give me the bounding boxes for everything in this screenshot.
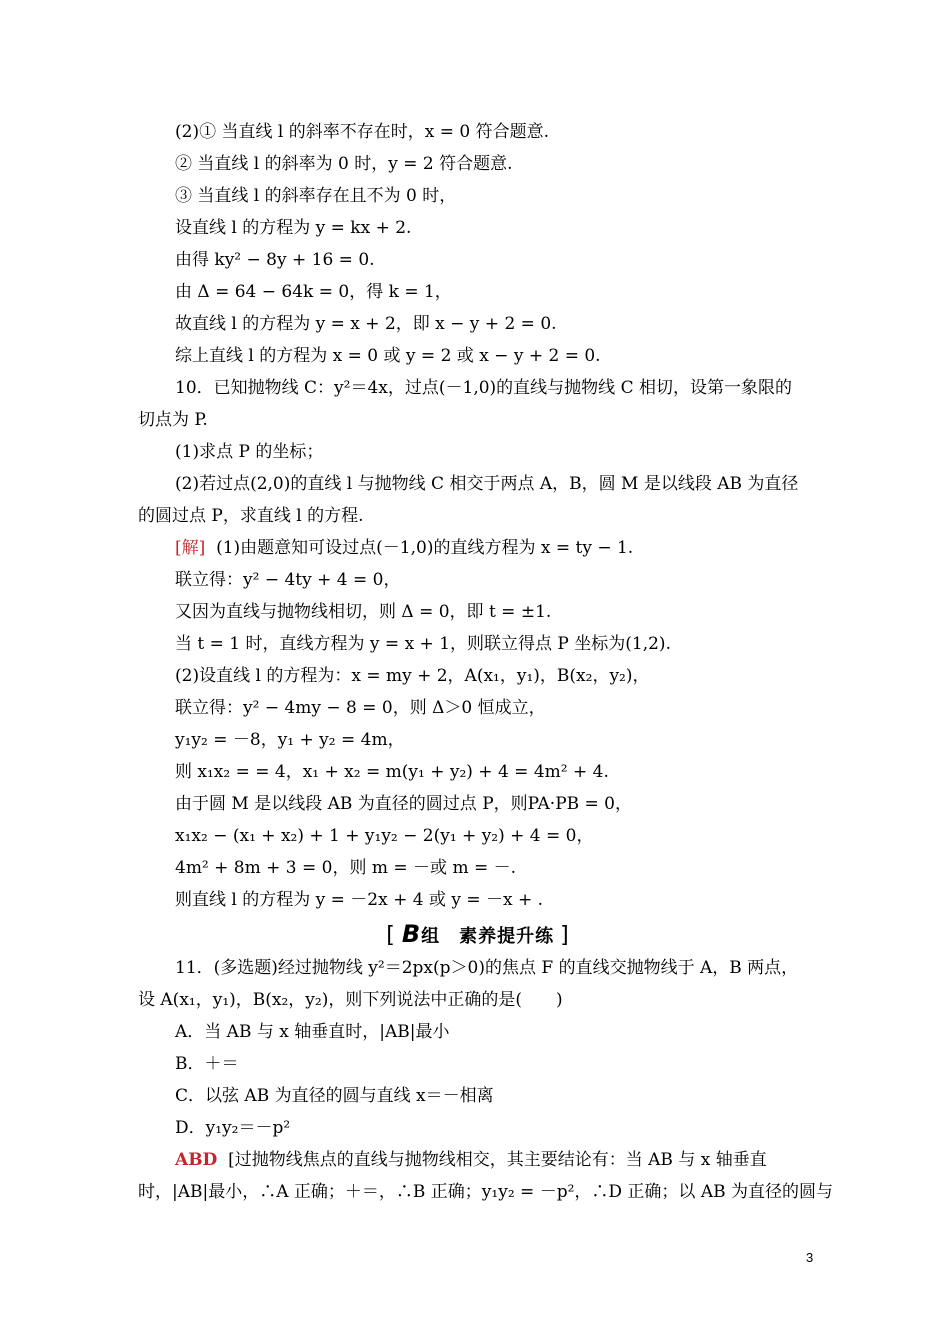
solution-line: x₁x₂ − (x₁ + x₂) + 1 + y₁y₂ − 2(y₁ + y₂) + 4 = 0， [175, 826, 594, 846]
problem-10-line: (2)若过点(2,0)的直线 l 与抛物线 C 相交于两点 A，B，圆 M 是以线段 AB 为直径 [175, 474, 799, 494]
text-line: 故直线 l 的方程为 y = x + 2，即 x − y + 2 = 0. [175, 314, 557, 334]
solution-line [138, 532, 818, 564]
text-line: ③ 当直线 l 的斜率存在且不为 0 时， [175, 186, 457, 206]
solution-line: (2)设直线 l 的方程为：x = my + 2，A(x₁，y₁)，B(x₂，y₂)， [175, 666, 650, 686]
solution-line: 则直线 l 的方程为 y = －2x + 4 或 y = －x + . [175, 890, 544, 910]
text-line: ② 当直线 l 的斜率为 0 时，y = 2 符合题意. [175, 154, 513, 174]
heading-text: 组 素养提升练 [421, 926, 555, 947]
answer-line: 时，|AB|最小，∴A 正确；＋＝，∴B 正确；y₁y₂ = －p²，∴D 正确；以 AB 为直径的圆与 [138, 1182, 833, 1202]
problem-10-line: (1)求点 P 的坐标； [175, 442, 324, 462]
solution-line: 联立得：y² − 4ty + 4 = 0， [175, 570, 401, 590]
solution-line: 则 x₁x₂ = = 4，x₁ + x₂ = m(y₁ + y₂) + 4 = 4m² + 4. [175, 762, 609, 782]
problem-11-line: 11．(多选题)经过抛物线 y²＝2px(p＞0)的焦点 F 的直线交抛物线于 A，B 两点， [175, 958, 799, 978]
answer-line [138, 1144, 818, 1176]
heading-close-bracket: ] [560, 923, 570, 948]
option-c: C．以弦 AB 为直径的圆与直线 x＝－相离 [175, 1086, 494, 1106]
heading-open-bracket: [ [386, 923, 396, 948]
problem-10-line: 切点为 P. [138, 410, 208, 430]
answer-marker: ABD [175, 1150, 218, 1170]
solution-line: 由于圆 M 是以线段 AB 为直径的圆过点 P，则PA·PB = 0， [175, 794, 632, 814]
answer-text: [过抛物线焦点的直线与抛物线相交，其主要结论有：当 AB 与 x 轴垂直 [228, 1150, 767, 1170]
solution-line: 联立得：y² − 4my − 8 = 0，则 Δ＞0 恒成立， [175, 698, 546, 718]
text-line: 由得 ky² − 8y + 16 = 0. [175, 250, 375, 270]
text-line: 设直线 l 的方程为 y = kx + 2. [175, 218, 412, 238]
solution-marker: [解] [175, 538, 206, 558]
option-a: A．当 AB 与 x 轴垂直时，|AB|最小 [175, 1022, 450, 1042]
heading-group-letter: B [401, 920, 422, 948]
section-heading [138, 916, 818, 952]
text-line: 由 Δ = 64 − 64k = 0，得 k = 1， [175, 282, 452, 302]
solution-line: 当 t = 1 时，直线方程为 y = x + 1，则联立得点 P 坐标为(1,2). [175, 634, 671, 654]
document-body [138, 116, 833, 1208]
solution-text: (1)由题意知可设过点(－1,0)的直线方程为 x = ty − 1. [216, 538, 634, 558]
option-b: B．＋＝ [175, 1054, 239, 1074]
text-line: (2)① 当直线 l 的斜率不存在时，x = 0 符合题意. [175, 122, 549, 142]
problem-10-line: 的圆过点 P，求直线 l 的方程. [138, 506, 364, 526]
problem-11-line: 设 A(x₁，y₁)，B(x₂，y₂)，则下列说法中正确的是( ) [138, 990, 563, 1010]
page-number: 3 [806, 1250, 814, 1265]
solution-line: y₁y₂ = －8，y₁ + y₂ = 4m， [175, 730, 405, 750]
solution-line: 又因为直线与抛物线相切，则 Δ = 0，即 t = ±1. [175, 602, 552, 622]
problem-10-line: 10．已知抛物线 C：y²＝4x，过点(－1,0)的直线与抛物线 C 相切，设第一象限的 [175, 378, 792, 398]
text-line: 综上直线 l 的方程为 x = 0 或 y = 2 或 x − y + 2 = 0. [175, 346, 601, 366]
option-d: D．y₁y₂＝－p² [175, 1118, 291, 1138]
solution-line: 4m² + 8m + 3 = 0，则 m = －或 m = －. [175, 858, 517, 878]
